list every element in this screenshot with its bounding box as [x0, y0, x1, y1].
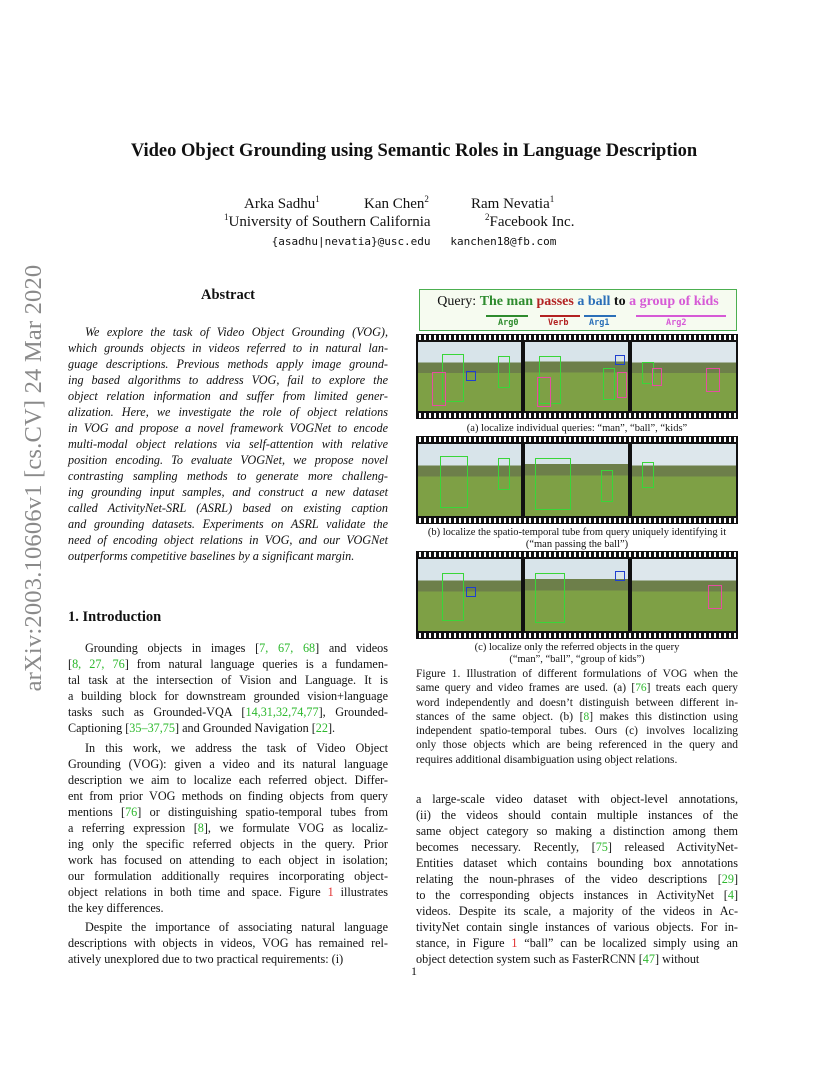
tag-verb: Verb: [548, 318, 569, 328]
subcaption-b-line: (“man passing the ball”): [525, 539, 629, 550]
text-line: independent spatio-temporal tubes. Ours (c) involves localizing: [416, 725, 738, 738]
underline-arg1: [584, 315, 616, 317]
filmstrip-c: [416, 551, 738, 639]
text-line: [8, 27, 76] from natural language queries is a fundamen-: [68, 657, 388, 671]
author-emails: {asadhu|nevatia}@usc.edu kanchen18@fb.com: [271, 235, 557, 248]
bbox-ball: [466, 587, 476, 597]
text-line: a large-scale video dataset with object-level annotations,: [416, 792, 738, 806]
bbox-kids: [708, 585, 722, 609]
text-line: our formulation additionally requires incorporating object-: [68, 869, 388, 883]
text-line: stances of the same object. (b) [8] makes this distinction using: [416, 710, 738, 723]
text-line: position encoding. To evaluate VOGNet, we propose novel: [68, 453, 388, 467]
affiliation-1: [224, 214, 431, 231]
figure-1: [416, 287, 738, 667]
text-line: only those objects which are being referenced in the query and: [416, 739, 738, 752]
film-perforation: [416, 437, 738, 442]
text-line: which grounds objects in videos referred to in natural lan-: [68, 341, 388, 355]
author-name: Ram Nevatia: [471, 196, 550, 212]
author-3: [471, 196, 554, 213]
query-part: a group of kids: [629, 294, 719, 309]
video-frame: [632, 444, 736, 516]
query-prefix: Query:: [437, 294, 480, 309]
tag-arg1: Arg1: [589, 318, 610, 328]
bbox-kid: [617, 372, 627, 398]
text-line: We explore the task of Video Object Grounding (VOG),: [85, 325, 388, 339]
query-phrase: [480, 294, 719, 309]
page-number: 1: [411, 964, 417, 978]
author-sup: 2: [424, 194, 429, 204]
section-heading-introduction: 1. Introduction: [68, 609, 162, 625]
query-part: to: [610, 294, 630, 309]
text-line: same object category so making a distinction among them: [416, 824, 738, 838]
intro-paragraph-3: [68, 919, 388, 967]
text-line: In this work, we address the task of Video Object: [85, 741, 388, 755]
subcaption-c-line: (c) localize only the referred objects in the query: [474, 642, 680, 653]
intro-paragraph-2: [68, 740, 388, 916]
subcaption-b-line: (b) localize the spatio-temporal tube from query uniquely identifying it: [427, 527, 727, 538]
text-line: object detection system such as FasterRCNN [47] without: [416, 952, 700, 966]
bbox-man: [535, 573, 565, 623]
affiliation-name: Facebook Inc.: [489, 214, 575, 230]
author-list: [0, 196, 828, 216]
text-line: mentions [76] or distinguishing spatio-temporal tubes from: [68, 805, 388, 819]
abstract-heading: Abstract: [201, 287, 255, 303]
text-line: atively unexplored due to two practical requirements: (i): [68, 952, 344, 966]
subcaption-c: [416, 642, 738, 666]
underline-arg2: [636, 315, 726, 317]
film-perforation: [416, 413, 738, 418]
affiliation-sup: 2: [485, 212, 490, 222]
right-column-paragraph: [416, 791, 738, 967]
video-frame: [418, 444, 521, 516]
text-line: need of encoding object relations in VOG, and our VOGNet: [68, 533, 388, 547]
text-line: multi-modal object relations via self-attention with relative: [68, 437, 388, 451]
text-line: tal task at the intersection of Vision and Language. It is: [68, 673, 388, 687]
text-line: requires additional disambiguation using object relations.: [416, 753, 678, 766]
text-line: work has focused on attending to each object in isolation;: [68, 853, 388, 867]
query-part: The man: [479, 294, 533, 309]
bbox-tube: [535, 458, 571, 510]
bbox-tube: [440, 456, 468, 508]
text-line: in VOG and propose a novel framework VOGNet to encode: [68, 421, 388, 435]
text-line: alization. Here, we investigate the role of object relations: [68, 405, 388, 419]
text-line: Figure 1. Illustration of different formulations of VOG when the: [416, 668, 738, 680]
bbox-ball: [615, 355, 625, 365]
text-line: ent from prior VOG methods on finding objects from query: [68, 789, 388, 803]
text-line: to the corresponding objects instances in ActivityNet [4]: [416, 888, 738, 902]
text-line: Captioning [35–37,75] and Grounded Navigation [22].: [68, 721, 336, 735]
subcaption-c-line: (“man”, “ball”, “group of kids”): [509, 654, 645, 665]
bbox-person: [603, 368, 615, 400]
abstract-body: [68, 324, 388, 564]
text-line: the key differences.: [68, 901, 164, 915]
text-line: Despite the importance of associating natural language: [85, 920, 388, 934]
author-name: Arka Sadhu: [244, 196, 316, 212]
video-frame: [525, 342, 628, 411]
tag-arg0: Arg0: [498, 318, 519, 328]
text-line: guage descriptions. Previous methods apply image ground-: [68, 357, 388, 371]
bbox-man: [442, 573, 464, 621]
text-line: a referring expression [8], we formulate VOG as localiz-: [68, 821, 388, 835]
affiliation-2: [485, 214, 574, 231]
video-frame: [632, 342, 736, 411]
film-perforation: [416, 633, 738, 638]
text-line: Entities dataset which contains bounding box annotations: [416, 856, 738, 870]
video-frame: [418, 559, 521, 631]
bbox-tube: [642, 462, 654, 488]
arxiv-stamp-text: arXiv:2003.10606v1 [cs.CV] 24 Mar 2020: [20, 264, 47, 692]
bbox-ball: [466, 371, 476, 381]
text-line: Grounding (VOG): given a video and its natural language: [68, 757, 388, 771]
affiliation-sup: 1: [224, 212, 229, 222]
bbox-kid: [537, 377, 551, 407]
text-line: and grounding datasets. Experiments on ASRL validate the: [68, 517, 388, 531]
query-part: a ball: [573, 294, 611, 309]
text-line: becomes necessary. Recently, [75] released ActivityNet-: [416, 840, 738, 854]
text-line: ing only the specific referred objects in the query. Prior: [68, 837, 388, 851]
text-line: Grounding objects in images [7, 67, 68] and videos: [85, 641, 388, 655]
text-line: object relations in both time and space. Figure 1 illustrates: [68, 885, 388, 899]
bbox-tube: [601, 470, 613, 502]
film-perforation: [416, 518, 738, 523]
underline-arg0: [486, 315, 528, 317]
bbox-person: [498, 356, 510, 388]
text-line: tasks such as Grounded-VQA [14,31,32,74,77], Grounded-: [68, 705, 388, 719]
bbox-ball: [615, 571, 625, 581]
text-line: contrasting sampling methods to generate more challeng-: [68, 469, 388, 483]
query-part: passes: [532, 294, 574, 309]
query-box: [419, 289, 737, 331]
underline-verb: [540, 315, 580, 317]
subcaption-b: [416, 527, 738, 551]
text-line: descriptions with objects in videos, VOG has remained rel-: [68, 936, 388, 950]
text-line: ing based algorithms to address VOG, fail to explore the: [68, 373, 388, 387]
intro-paragraph-1: [68, 640, 388, 736]
text-line: called ActivityNet-SRL (ASRL) based on existing caption: [68, 501, 388, 515]
video-frame: [418, 342, 521, 411]
text-line: same query and video frames are used. (a) [76] treats each query: [416, 682, 738, 695]
text-line: (ii) the videos should contain multiple instances of the: [416, 808, 738, 822]
filmstrip-b: [416, 436, 738, 524]
author-1: [244, 196, 320, 213]
filmstrip-a: [416, 334, 738, 419]
text-line: tivityNet contain single instances of various objects. For in-: [416, 920, 738, 934]
text-line: ing grounding input samples, and construct a new dataset: [68, 485, 388, 499]
video-frame: [525, 559, 628, 631]
film-perforation: [416, 335, 738, 340]
figure-1-caption: [416, 667, 738, 767]
author-sup: 1: [549, 194, 555, 204]
query-text: [420, 294, 736, 310]
paper-title: Video Object Grounding using Semantic Roles in Language Description: [130, 141, 698, 161]
bbox-kid: [652, 368, 662, 386]
bbox-kid: [706, 368, 720, 392]
text-line: a building block for downstream grounded vision+language: [68, 689, 388, 703]
bbox-tube: [498, 458, 510, 490]
text-line: relating the noun-phrases of the video descriptions [29]: [416, 872, 738, 886]
text-line: stance, in Figure 1 “ball” can be localized simply using an: [416, 936, 738, 950]
tag-arg2: Arg2: [666, 318, 687, 328]
text-line: videos. Despite its scale, a majority of the videos in Ac-: [416, 904, 738, 918]
author-sup: 1: [315, 194, 320, 204]
author-2: [364, 196, 429, 213]
bbox-kid: [432, 372, 446, 406]
text-line: outperforms competitive baselines by a significant margin.: [68, 549, 355, 563]
text-line: word independently and doesn’t distinguish between different in-: [416, 696, 738, 709]
text-line: description we aim to localize each referred object. Differ-: [68, 773, 388, 787]
text-line: object relation information and suffer from limited gener-: [68, 389, 388, 403]
video-frame: [525, 444, 628, 516]
arxiv-stamp: [16, 264, 52, 692]
video-frame: [632, 559, 736, 631]
film-perforation: [416, 552, 738, 557]
affiliation-name: University of Southern California: [228, 214, 431, 230]
author-name: Kan Chen: [364, 196, 425, 212]
subcaption-a: (a) localize individual queries: “man”, “ball”, “kids”: [466, 423, 688, 434]
